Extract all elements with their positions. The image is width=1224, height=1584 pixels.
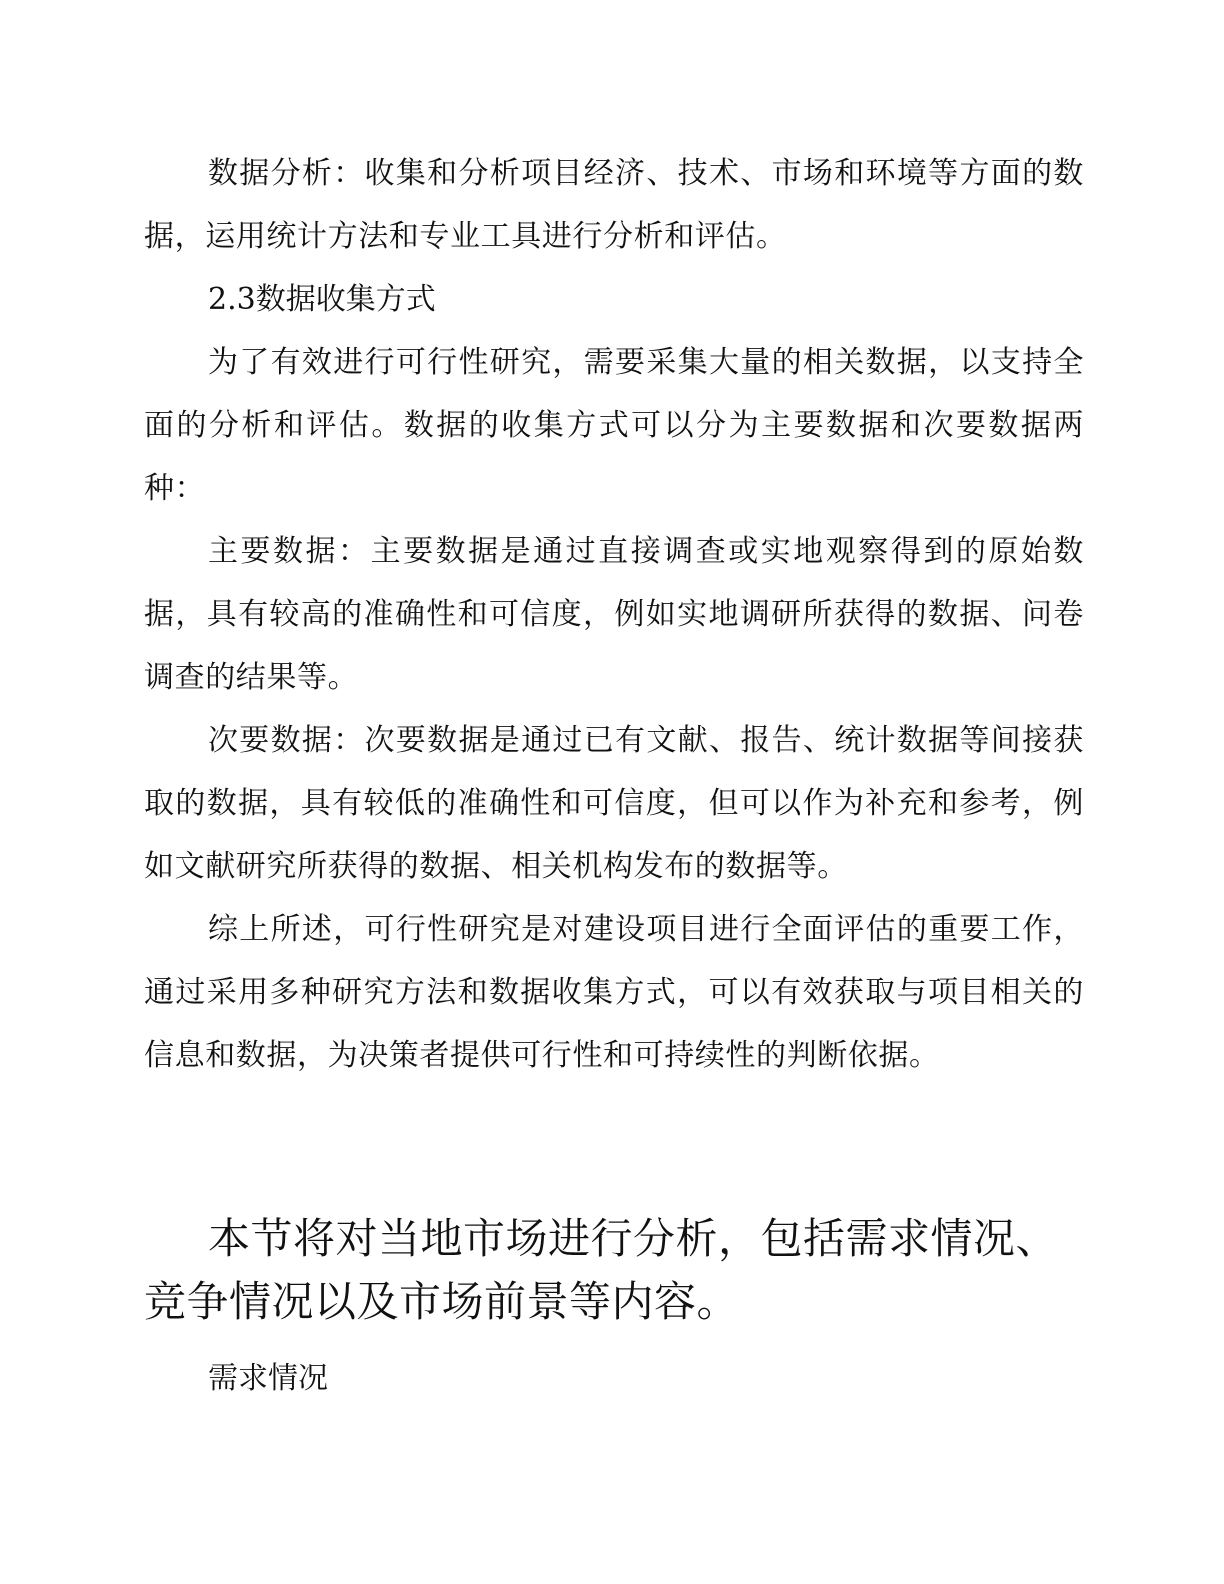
- document-body: [144, 142, 1084, 1410]
- paragraph-data-analysis: 数据分析：收集和分析项目经济、技术、市场和环境等方面的数据，运用统计方法和专业工具进行分析和评估。: [144, 156, 1084, 254]
- paragraph-secondary-data: 次要数据：次要数据是通过已有文献、报告、统计数据等间接获取的数据，具有较低的准确性和可信度，但可以作为补充和参考，例如文献研究所获得的数据、相关机构发布的数据等。: [144, 723, 1084, 884]
- section-spacer: [144, 1087, 1084, 1207]
- paragraph-primary-data: 主要数据：主要数据是通过直接调查或实地观察得到的原始数据，具有较高的准确性和可信度，例如实地调研所获得的数据、问卷调查的结果等。: [144, 534, 1084, 695]
- subheading-demand: 需求情况: [208, 1361, 328, 1396]
- section-heading-data-collection: 2.3数据收集方式: [208, 282, 436, 317]
- paragraph-data-collection-intro: 为了有效进行可行性研究，需要采集大量的相关数据，以支持全面的分析和评估。数据的收集方式可以分为主要数据和次要数据两种：: [144, 345, 1084, 506]
- paragraph-summary: 综上所述，可行性研究是对建设项目进行全面评估的重要工作，通过采用多种研究方法和数据收集方式，可以有效获取与项目相关的信息和数据，为决策者提供可行性和可持续性的判断依据。: [144, 912, 1084, 1073]
- section-intro-market-analysis: 本节将对当地市场进行分析，包括需求情况、竞争情况以及市场前景等内容。: [144, 1214, 1059, 1326]
